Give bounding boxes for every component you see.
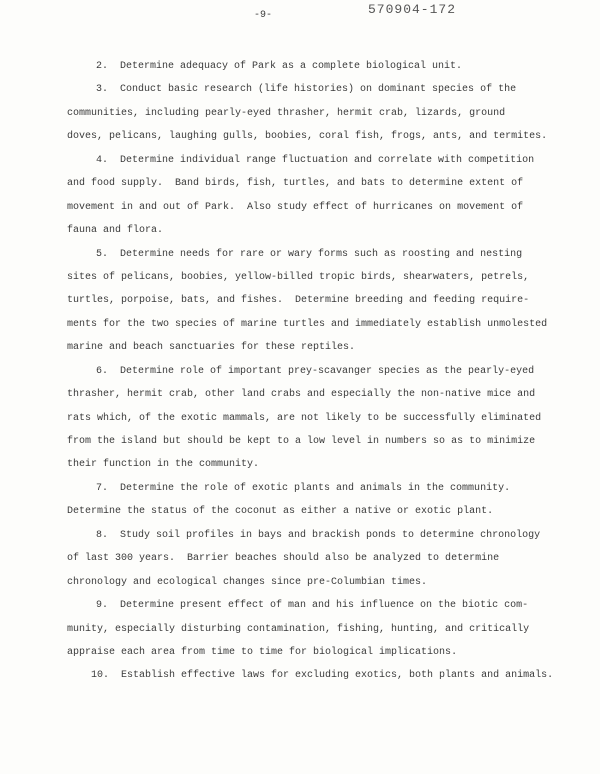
paragraph-line: 10. Establish effective laws for excluding exotics, both plants and animals. xyxy=(91,670,554,682)
paragraph-line: Determine the status of the coconut as either a native or exotic plant. xyxy=(67,506,494,518)
numbered-paragraph xyxy=(67,78,553,148)
document-stamp-number: 570904-172 xyxy=(368,2,457,17)
paragraph-line: movement in and out of Park. Also study effect of hurricanes on movement of xyxy=(67,201,524,213)
numbered-paragraph xyxy=(67,360,553,477)
paragraph-line: doves, pelicans, laughing gulls, boobies, coral fish, frogs, ants, and termites. xyxy=(67,131,548,143)
paragraph-line: 3. Conduct basic research (life histories) on dominant species of the xyxy=(96,84,517,96)
paragraph-line: and food supply. Band birds, fish, turtles, and bats to determine extent of xyxy=(67,178,524,190)
numbered-paragraph xyxy=(67,477,553,524)
numbered-paragraph xyxy=(67,149,553,243)
paragraph-line: 5. Determine needs for rare or wary forms such as roosting and nesting xyxy=(96,248,523,260)
paragraph-line: ments for the two species of marine turtles and immediately establish unmolested xyxy=(67,318,548,330)
paragraph-line: 4. Determine individual range fluctuation and correlate with competition xyxy=(96,154,535,166)
paragraph-line: communities, including pearly-eyed thrasher, hermit crab, lizards, ground xyxy=(67,107,506,119)
paragraph-line: from the island but should be kept to a low level in numbers so as to minimize xyxy=(67,436,536,447)
paragraph-line: rats which, of the exotic mammals, are not likely to be successfully eliminated xyxy=(67,412,542,424)
paragraph-line: thrasher, hermit crab, other land crabs and especially the non-native mice and xyxy=(67,389,536,401)
paragraph-line: 9. Determine present effect of man and his influence on the biotic com- xyxy=(96,600,529,612)
numbered-paragraph xyxy=(67,524,553,594)
numbered-paragraph xyxy=(67,243,553,360)
document-body xyxy=(67,55,553,688)
paragraph-line: 8. Study soil profiles in bays and brackish ponds to determine chronology xyxy=(96,529,541,541)
paragraph-line: 7. Determine the role of exotic plants and animals in the community. xyxy=(96,482,511,494)
paragraph-line: turtles, porpoise, bats, and fishes. Determine breeding and feeding require- xyxy=(67,295,530,307)
paragraph-line: sites of pelicans, boobies, yellow-billed tropic birds, shearwaters, petrels, xyxy=(67,271,530,283)
paragraph-line: 6. Determine role of important prey-scavanger species as the pearly-eyed xyxy=(96,365,535,377)
paragraph-line: of last 300 years. Barrier beaches should also be analyzed to determine xyxy=(67,553,500,565)
paragraph-line: marine and beach sanctuaries for these reptiles. xyxy=(67,342,356,354)
page-number: -9- xyxy=(254,10,273,21)
paragraph-line: their function in the community. xyxy=(67,459,260,471)
numbered-paragraph xyxy=(67,55,553,78)
paragraph-line: 2. Determine adequacy of Park as a complete biological unit. xyxy=(96,61,463,72)
paragraph-line: fauna and flora. xyxy=(67,225,164,237)
numbered-paragraph xyxy=(67,664,553,687)
paragraph-line: chronology and ecological changes since pre-Columbian times. xyxy=(67,576,428,588)
paragraph-line: munity, especially disturbing contamination, fishing, hunting, and critically xyxy=(67,623,530,635)
paragraph-line: appraise each area from time to time for biological implications. xyxy=(67,646,458,658)
numbered-paragraph xyxy=(67,594,553,664)
